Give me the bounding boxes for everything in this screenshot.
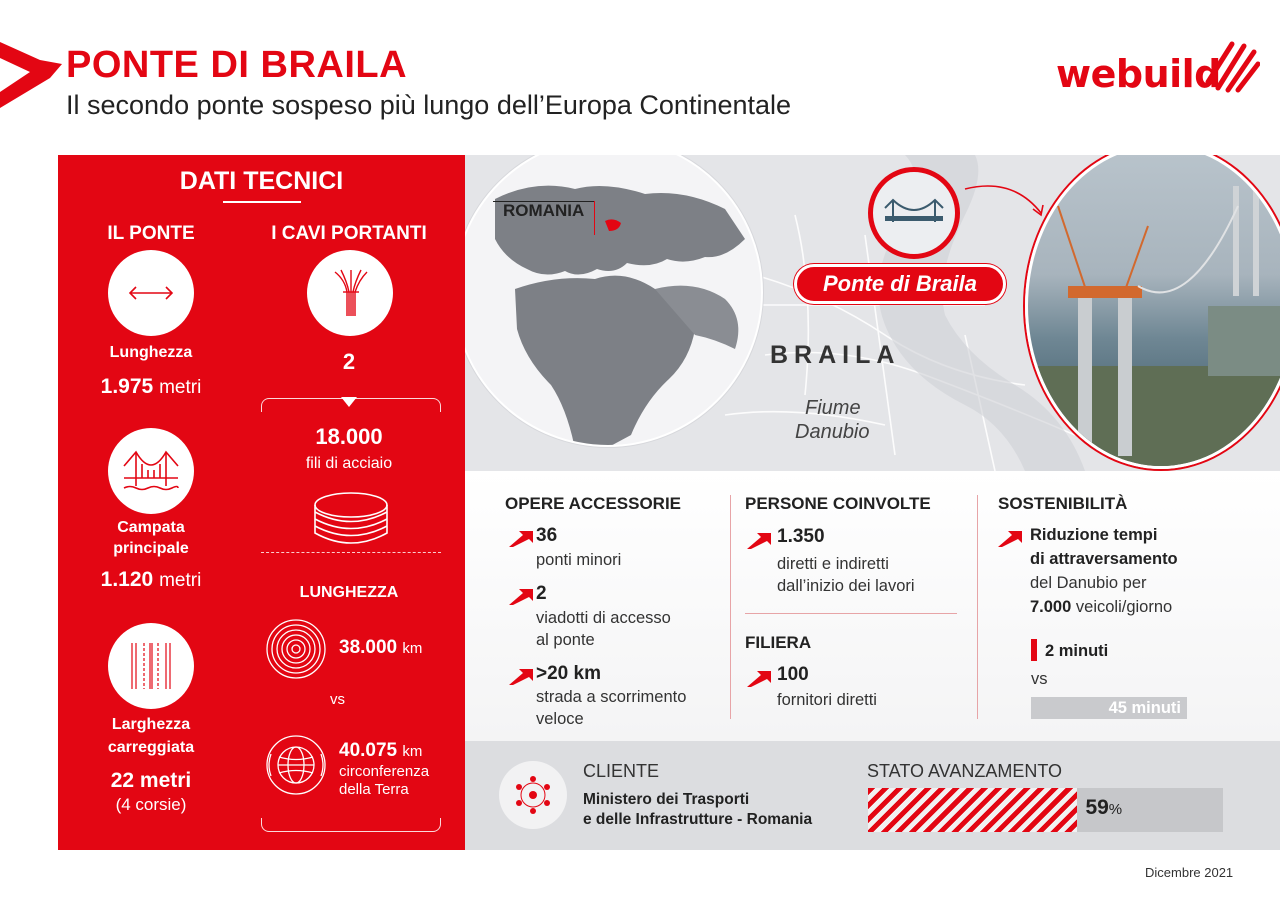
width-label-1: Larghezza bbox=[111, 716, 191, 733]
earth-label-1: circonferenza bbox=[339, 763, 430, 780]
continents-shape bbox=[465, 155, 763, 447]
people-heading: PERSONE COINVOLTE bbox=[745, 494, 931, 513]
bridge-label-pill: Ponte di Braila bbox=[794, 264, 1006, 304]
length-label: Lunghezza bbox=[109, 344, 193, 361]
cable-strands-icon bbox=[307, 250, 393, 336]
accessory-label: veloce bbox=[536, 710, 584, 728]
vehicles-value: 7.000 bbox=[1030, 598, 1072, 616]
client-name-1: Ministero dei Trasporti bbox=[583, 791, 750, 808]
red-arrow-icon bbox=[998, 531, 1022, 547]
column-separator bbox=[977, 495, 978, 719]
cables-heading: I CAVI PORTANTI bbox=[271, 223, 427, 244]
red-arrow-icon bbox=[747, 671, 771, 687]
braila-label: BRAILA bbox=[770, 341, 901, 369]
progress-value: 59 bbox=[1085, 796, 1109, 819]
people-network-icon bbox=[499, 761, 567, 829]
people-value: 1.350 bbox=[777, 526, 825, 547]
progress-heading: STATO AVANZAMENTO bbox=[867, 761, 1063, 781]
spiral-icon bbox=[265, 618, 327, 680]
earth-length-unit: km bbox=[402, 743, 423, 760]
romania-pointer-line bbox=[594, 201, 595, 235]
accessory-label: strada a scorrimento bbox=[536, 688, 687, 706]
globe-map bbox=[465, 155, 763, 447]
people-label-1: diretti e indiretti bbox=[777, 555, 889, 573]
span-value: 1.120 bbox=[100, 568, 154, 591]
column-separator bbox=[730, 495, 731, 719]
client-name-2: e delle Infrastrutture - Romania bbox=[583, 811, 813, 828]
cables-bracket-bottom bbox=[261, 818, 441, 832]
accessory-value: >20 km bbox=[536, 663, 601, 684]
webuild-logo: webuild bbox=[1056, 52, 1221, 96]
short-time-label: 2 minuti bbox=[1045, 642, 1109, 660]
heading-underline bbox=[223, 201, 301, 203]
people-network-graphic bbox=[511, 773, 555, 817]
earth-label-2: della Terra bbox=[339, 781, 409, 798]
supply-chain-label: fornitori diretti bbox=[777, 691, 877, 709]
technical-data-panel bbox=[58, 155, 465, 850]
road-lanes-icon bbox=[108, 623, 194, 709]
width-value: 22 metri bbox=[110, 769, 192, 792]
span-unit: metri bbox=[159, 570, 202, 591]
sustainability-line-1: Riduzione tempi bbox=[1030, 526, 1158, 544]
accessory-label: viadotti di accesso bbox=[536, 609, 671, 627]
bracket-pointer-icon bbox=[341, 397, 357, 407]
bridge-length-unit: metri bbox=[159, 377, 202, 398]
client-progress-strip bbox=[465, 741, 1280, 850]
span-label-2: principale bbox=[113, 540, 189, 557]
progress-unit: % bbox=[1108, 801, 1123, 818]
earth-length-value: 40.075 bbox=[339, 740, 398, 761]
sustainability-line-3: del Danubio per bbox=[1030, 574, 1147, 592]
red-arrow-icon bbox=[509, 589, 533, 605]
width-label-2: carreggiata bbox=[107, 739, 195, 756]
river-label-1: Fiume bbox=[805, 397, 861, 419]
accessory-value: 2 bbox=[536, 583, 547, 604]
globe-icon bbox=[265, 734, 327, 796]
technical-data-heading: DATI TECNICI bbox=[179, 167, 344, 195]
total-length-unit: km bbox=[402, 640, 423, 657]
photo-scene bbox=[1028, 155, 1280, 469]
accessory-label: al ponte bbox=[536, 631, 595, 649]
long-time-label: 45 minuti bbox=[1108, 699, 1181, 717]
wires-value: 18.000 bbox=[315, 424, 383, 449]
progress-bar-track bbox=[868, 788, 1223, 832]
red-arrow-icon bbox=[747, 533, 771, 549]
river-label-2: Danubio bbox=[795, 421, 870, 443]
webuild-logo-mark-icon bbox=[1200, 38, 1260, 94]
dashed-divider bbox=[261, 552, 441, 553]
vehicles-label: veicoli/giorno bbox=[1075, 598, 1173, 616]
bridge-length-value: 1.975 bbox=[100, 375, 154, 398]
red-arrow-icon bbox=[509, 531, 533, 547]
bridge-heading: IL PONTE bbox=[107, 223, 195, 244]
page-title: PONTE DI BRAILA bbox=[66, 44, 408, 86]
sustainability-heading: SOSTENIBILITÀ bbox=[998, 494, 1128, 513]
header-chevron-icon bbox=[0, 42, 62, 108]
total-length-value: 38.000 bbox=[339, 637, 398, 658]
red-arrow-icon bbox=[509, 669, 533, 685]
wires-label: fili di acciaio bbox=[305, 455, 393, 472]
supply-chain-value: 100 bbox=[777, 664, 809, 685]
span-label-1: Campata bbox=[117, 519, 185, 536]
footer-date: Dicembre 2021 bbox=[1145, 865, 1234, 880]
people-label-2: dall’inizio dei lavori bbox=[777, 577, 915, 595]
accessory-works-heading: OPERE ACCESSORIE bbox=[505, 494, 682, 513]
sustainability-line-2: di attraversamento bbox=[1030, 550, 1178, 568]
people-divider bbox=[745, 613, 957, 614]
cables-length-heading: LUNGHEZZA bbox=[299, 584, 399, 601]
sustainability-vs: vs bbox=[1031, 670, 1048, 688]
accessory-value: 36 bbox=[536, 525, 558, 546]
accessory-label: ponti minori bbox=[536, 551, 622, 569]
map-area bbox=[465, 155, 1280, 471]
coil-icon bbox=[310, 489, 392, 549]
supply-chain-heading: FILIERA bbox=[745, 633, 812, 652]
bridge-construction-photo bbox=[1025, 155, 1280, 469]
progress-bar-fill bbox=[868, 788, 1077, 832]
width-note: (4 corsie) bbox=[115, 795, 187, 814]
short-time-bar bbox=[1031, 639, 1037, 661]
info-section bbox=[465, 471, 1280, 741]
cables-count: 2 bbox=[342, 349, 356, 374]
suspension-bridge-icon bbox=[108, 428, 194, 514]
client-heading: CLIENTE bbox=[583, 761, 660, 781]
romania-label: ROMANIA bbox=[503, 201, 585, 220]
cables-vs: vs bbox=[330, 691, 345, 708]
bridge-marker bbox=[868, 167, 960, 259]
double-arrow-icon bbox=[108, 250, 194, 336]
bridge-marker-icon bbox=[883, 198, 945, 228]
page-subtitle: Il secondo ponte sospeso più lungo dell’Europa Continentale bbox=[66, 90, 792, 120]
